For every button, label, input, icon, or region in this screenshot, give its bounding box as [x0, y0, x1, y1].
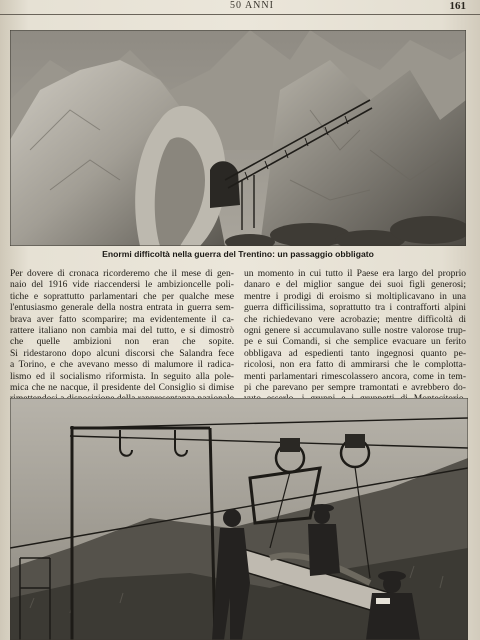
article-line: guerra difficilissima, soprattutto tra i contrafforti alpini	[244, 302, 466, 314]
article-line: Per dovere di cronaca ricorderemo che il mese di gen-	[10, 268, 234, 279]
article-line: mica che ne nacque, il presidente del Consiglio si dimise	[10, 381, 234, 393]
page-header	[0, 0, 480, 15]
article-line: pi che parevano per sempre tramontati e avrebbero do-	[244, 381, 466, 393]
article-line: lismo ed il socialismo riformista. In seguito alla pole-	[10, 370, 234, 382]
article-line: rattere italiano non cambia mai del tutto, e si dimostrò	[10, 324, 234, 336]
article-line: danaro e del miglior sangue dei suoi figli generosi;	[244, 279, 466, 291]
article-line: Si ridestarono dopo alcuni discorsi che Salandra fece	[10, 347, 234, 359]
article-line: ricolosi, non era fatto di ammirarsi che le complotta-	[244, 359, 466, 371]
photo-caption: Enormi difficoltà nella guerra del Trentino: un passaggio obbligato	[102, 249, 374, 259]
article-line: un momento in cui tutto il Paese era largo del proprio	[244, 268, 466, 279]
article-line: che richiedevano vere acrobazie; mentre difficoltà di	[244, 313, 466, 325]
article-line: a Torino, e che avevano messo di malumore il radica-	[10, 359, 234, 371]
article-line: ogni genere si accumulavano sulle nostre valorose trup-	[244, 324, 466, 336]
article-line: tiche e soprattutto parlamentari che per qualche mese	[10, 290, 234, 302]
photo-cable-car	[10, 398, 468, 640]
article-line: che quelle ambizioni non eran che sopite.	[10, 336, 234, 348]
cable-car-illustration	[10, 398, 468, 640]
page-number: 161	[449, 0, 466, 12]
article-line: menti parlamentari rimescolassero ancora, come in tem-	[244, 370, 466, 382]
article-line: brava aver fatto scomparire; ma evidentemente il ca-	[10, 313, 234, 325]
article-line: pe e sui Comandi, si che semplice evacuare un ferito	[244, 336, 466, 348]
photo-mountain-pass	[10, 30, 466, 246]
article-line: l'entusiasmo generale della nostra entrata in guerra sem-	[10, 302, 234, 314]
mountain-pass-illustration	[10, 30, 466, 246]
article-line: naio del 1916 vide riaccendersi le ambizioncelle poli-	[10, 279, 234, 291]
article-line: mentre i prodigi di eroismo si moltiplicavano in una	[244, 290, 466, 302]
article-line: obbligava ad espedienti tanto ingegnosi quanto pe-	[244, 347, 466, 359]
running-head: 50 ANNI	[230, 0, 274, 11]
